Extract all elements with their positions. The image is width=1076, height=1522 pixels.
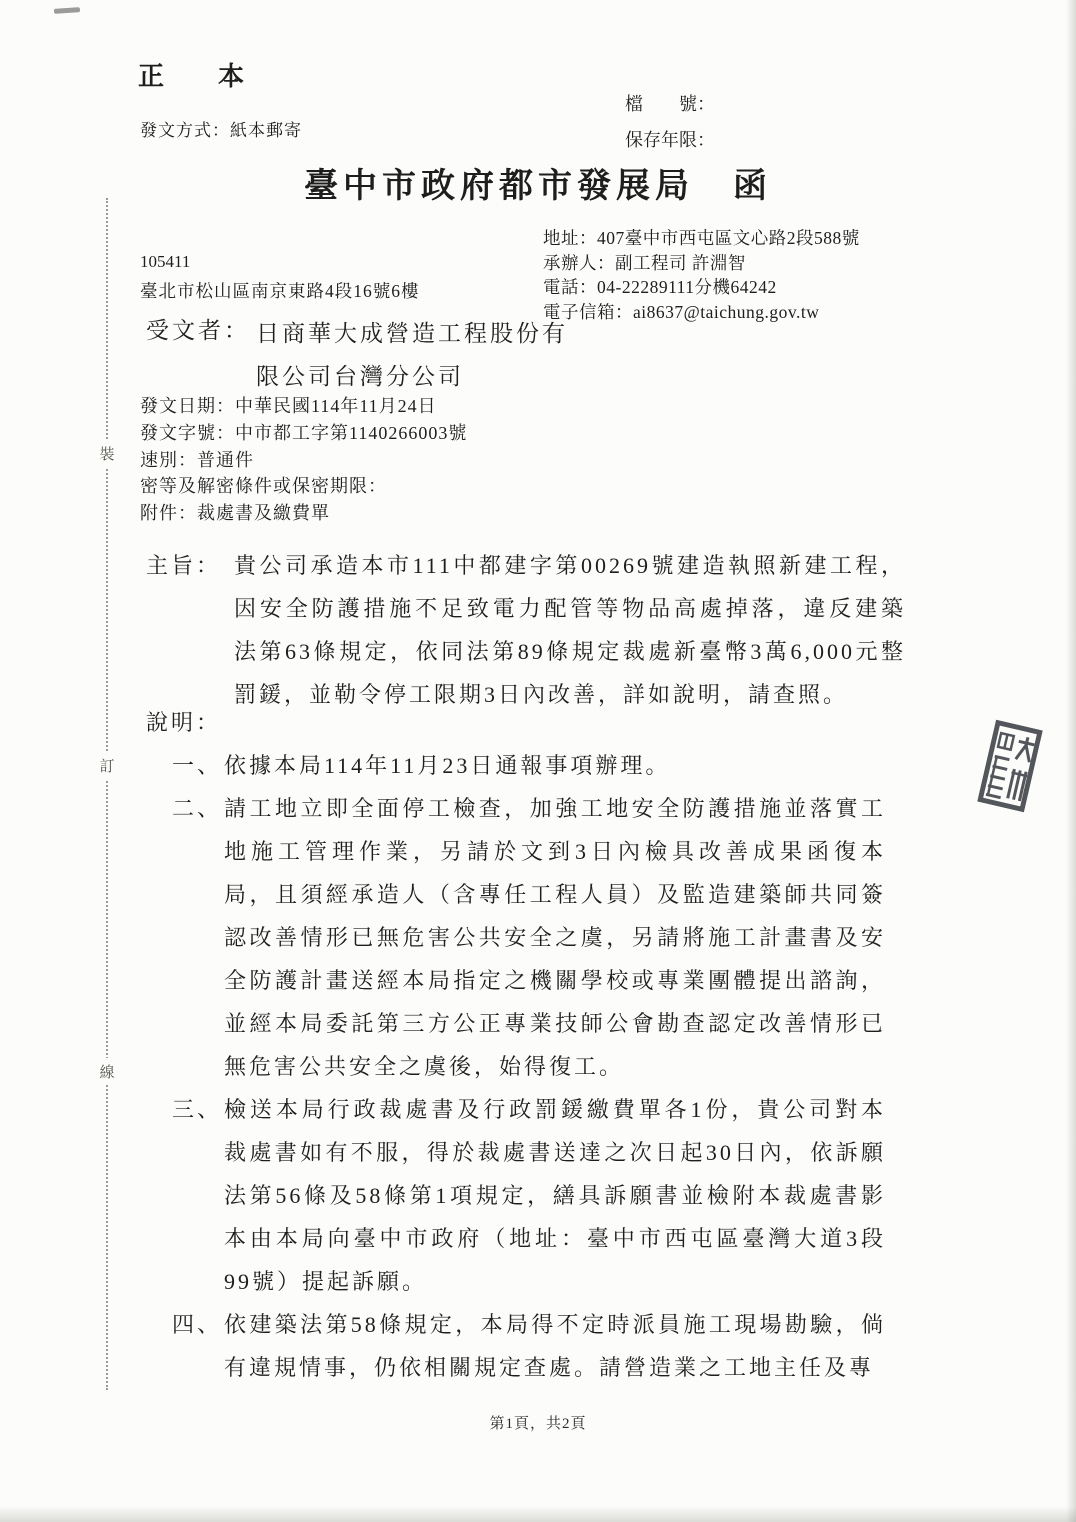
recipient-block xyxy=(146,312,574,398)
recipient-postal-code: 105411 xyxy=(140,252,191,271)
page-number: 第1頁，共2頁 xyxy=(489,1416,587,1432)
recipient-mailing-address: 臺北市松山區南京東路4段16號6樓 xyxy=(140,281,420,301)
issue-date: 發文日期：中華民國114年11月24日 xyxy=(140,396,437,416)
explanation-item-1 xyxy=(172,744,902,787)
agency-contact-person: 承辦人：副工程司 許淵智 xyxy=(543,252,746,273)
document-meta-block xyxy=(140,392,467,526)
item-number: 四、 xyxy=(172,1312,223,1337)
subject-text: 貴公司承造本市111中都建字第00269號建造執照新建工程，因安全防護措施不足致電力配管等物品高處掉落，違反建築法第63條規定，依同法第89條規定裁處新臺幣3萬6,000元整罰鍰，並勒令停工限期3日內改善，詳如說明，請查照。 xyxy=(234,553,906,707)
explanation-item-4 xyxy=(172,1303,902,1389)
item-text: 檢送本局行政裁處書及行政罰鍰繳費單各1份，貴公司對本裁處書如有不服，得於裁處書送達之次日起30日內，依訴願法第56條及58條第1項規定，繕具訴願書並檢附本裁處書影本由本局向臺中市政府（地址：臺中市西屯區臺灣大道3段99號）提起訴願。 xyxy=(224,1097,886,1294)
issue-number: 發文字號：中市都工字第1140266003號 xyxy=(140,422,468,443)
attachment-line: 附件：裁處書及繳費單 xyxy=(140,503,330,524)
explanation-label: 說明： xyxy=(146,710,222,735)
binding-mark-xian: 線 xyxy=(98,1058,116,1085)
scan-edge-right xyxy=(1066,0,1076,1522)
subject-paragraph xyxy=(146,544,906,716)
scan-smudge xyxy=(54,7,80,14)
explanation-item-3 xyxy=(172,1088,902,1303)
agency-email: 電子信箱：ai8637@taichung.gov.tw xyxy=(543,301,820,322)
subject-label: 主旨： xyxy=(146,553,222,578)
security-class: 密等及解密條件或保密期限： xyxy=(140,476,387,497)
agency-contact-block xyxy=(543,226,860,324)
document-title: 臺中市政府都市發展局 函 xyxy=(304,168,772,205)
agency-phone: 電話：04-22289111分機64242 xyxy=(543,277,777,297)
item-text: 依據本局114年11月23日通報事項辦理。 xyxy=(224,753,671,778)
recipient-name: 日商華大成營造工程股份有限公司台灣分公司 xyxy=(256,321,568,389)
explanation-item-2 xyxy=(172,787,902,1088)
scan-edge-bottom xyxy=(0,1506,1076,1522)
speed-class: 速別：普通件 xyxy=(140,449,254,470)
item-text: 依建築法第58條規定，本局得不定時派員施工現場勘驗，倘有違規情事，仍依相關規定查處。請營造業之工地主任及專 xyxy=(224,1312,886,1380)
copy-type-label: 正 本 xyxy=(138,62,259,91)
binding-mark-zhuang: 裝 xyxy=(98,440,116,467)
item-text: 請工地立即全面停工檢查，加強工地安全防護措施並落實工地施工管理作業，另請於文到3日內檢具改善成果函復本局，且須經承造人（含專任工程人員）及監造建築師共同簽認改善情形已無危害公共安全之虞，另請將施工計畫書及安全防護計畫送經本局指定之機關學校或專業團體提出諮詢，並經本局委託第三方公正專業技師公會勘查認定改善情形已無危害公共安全之虞後，始得復工。 xyxy=(224,796,886,1079)
item-number: 三、 xyxy=(172,1097,223,1122)
recipient-label: 受文者： xyxy=(146,318,250,343)
explanation-items xyxy=(172,744,902,1389)
binding-dotted-line xyxy=(106,198,108,1390)
retention-period-label: 保存年限： xyxy=(625,130,715,150)
seal-stamp xyxy=(977,720,1043,813)
item-number: 一、 xyxy=(172,753,223,778)
delivery-method: 發文方式：紙本郵寄 xyxy=(140,121,302,140)
binding-rail xyxy=(98,0,118,1522)
item-number: 二、 xyxy=(172,796,223,821)
agency-address: 地址：407臺中市西屯區文心路2段588號 xyxy=(543,228,860,248)
binding-mark-ding: 訂 xyxy=(98,752,116,779)
file-number-label: 檔 號： xyxy=(625,94,715,114)
